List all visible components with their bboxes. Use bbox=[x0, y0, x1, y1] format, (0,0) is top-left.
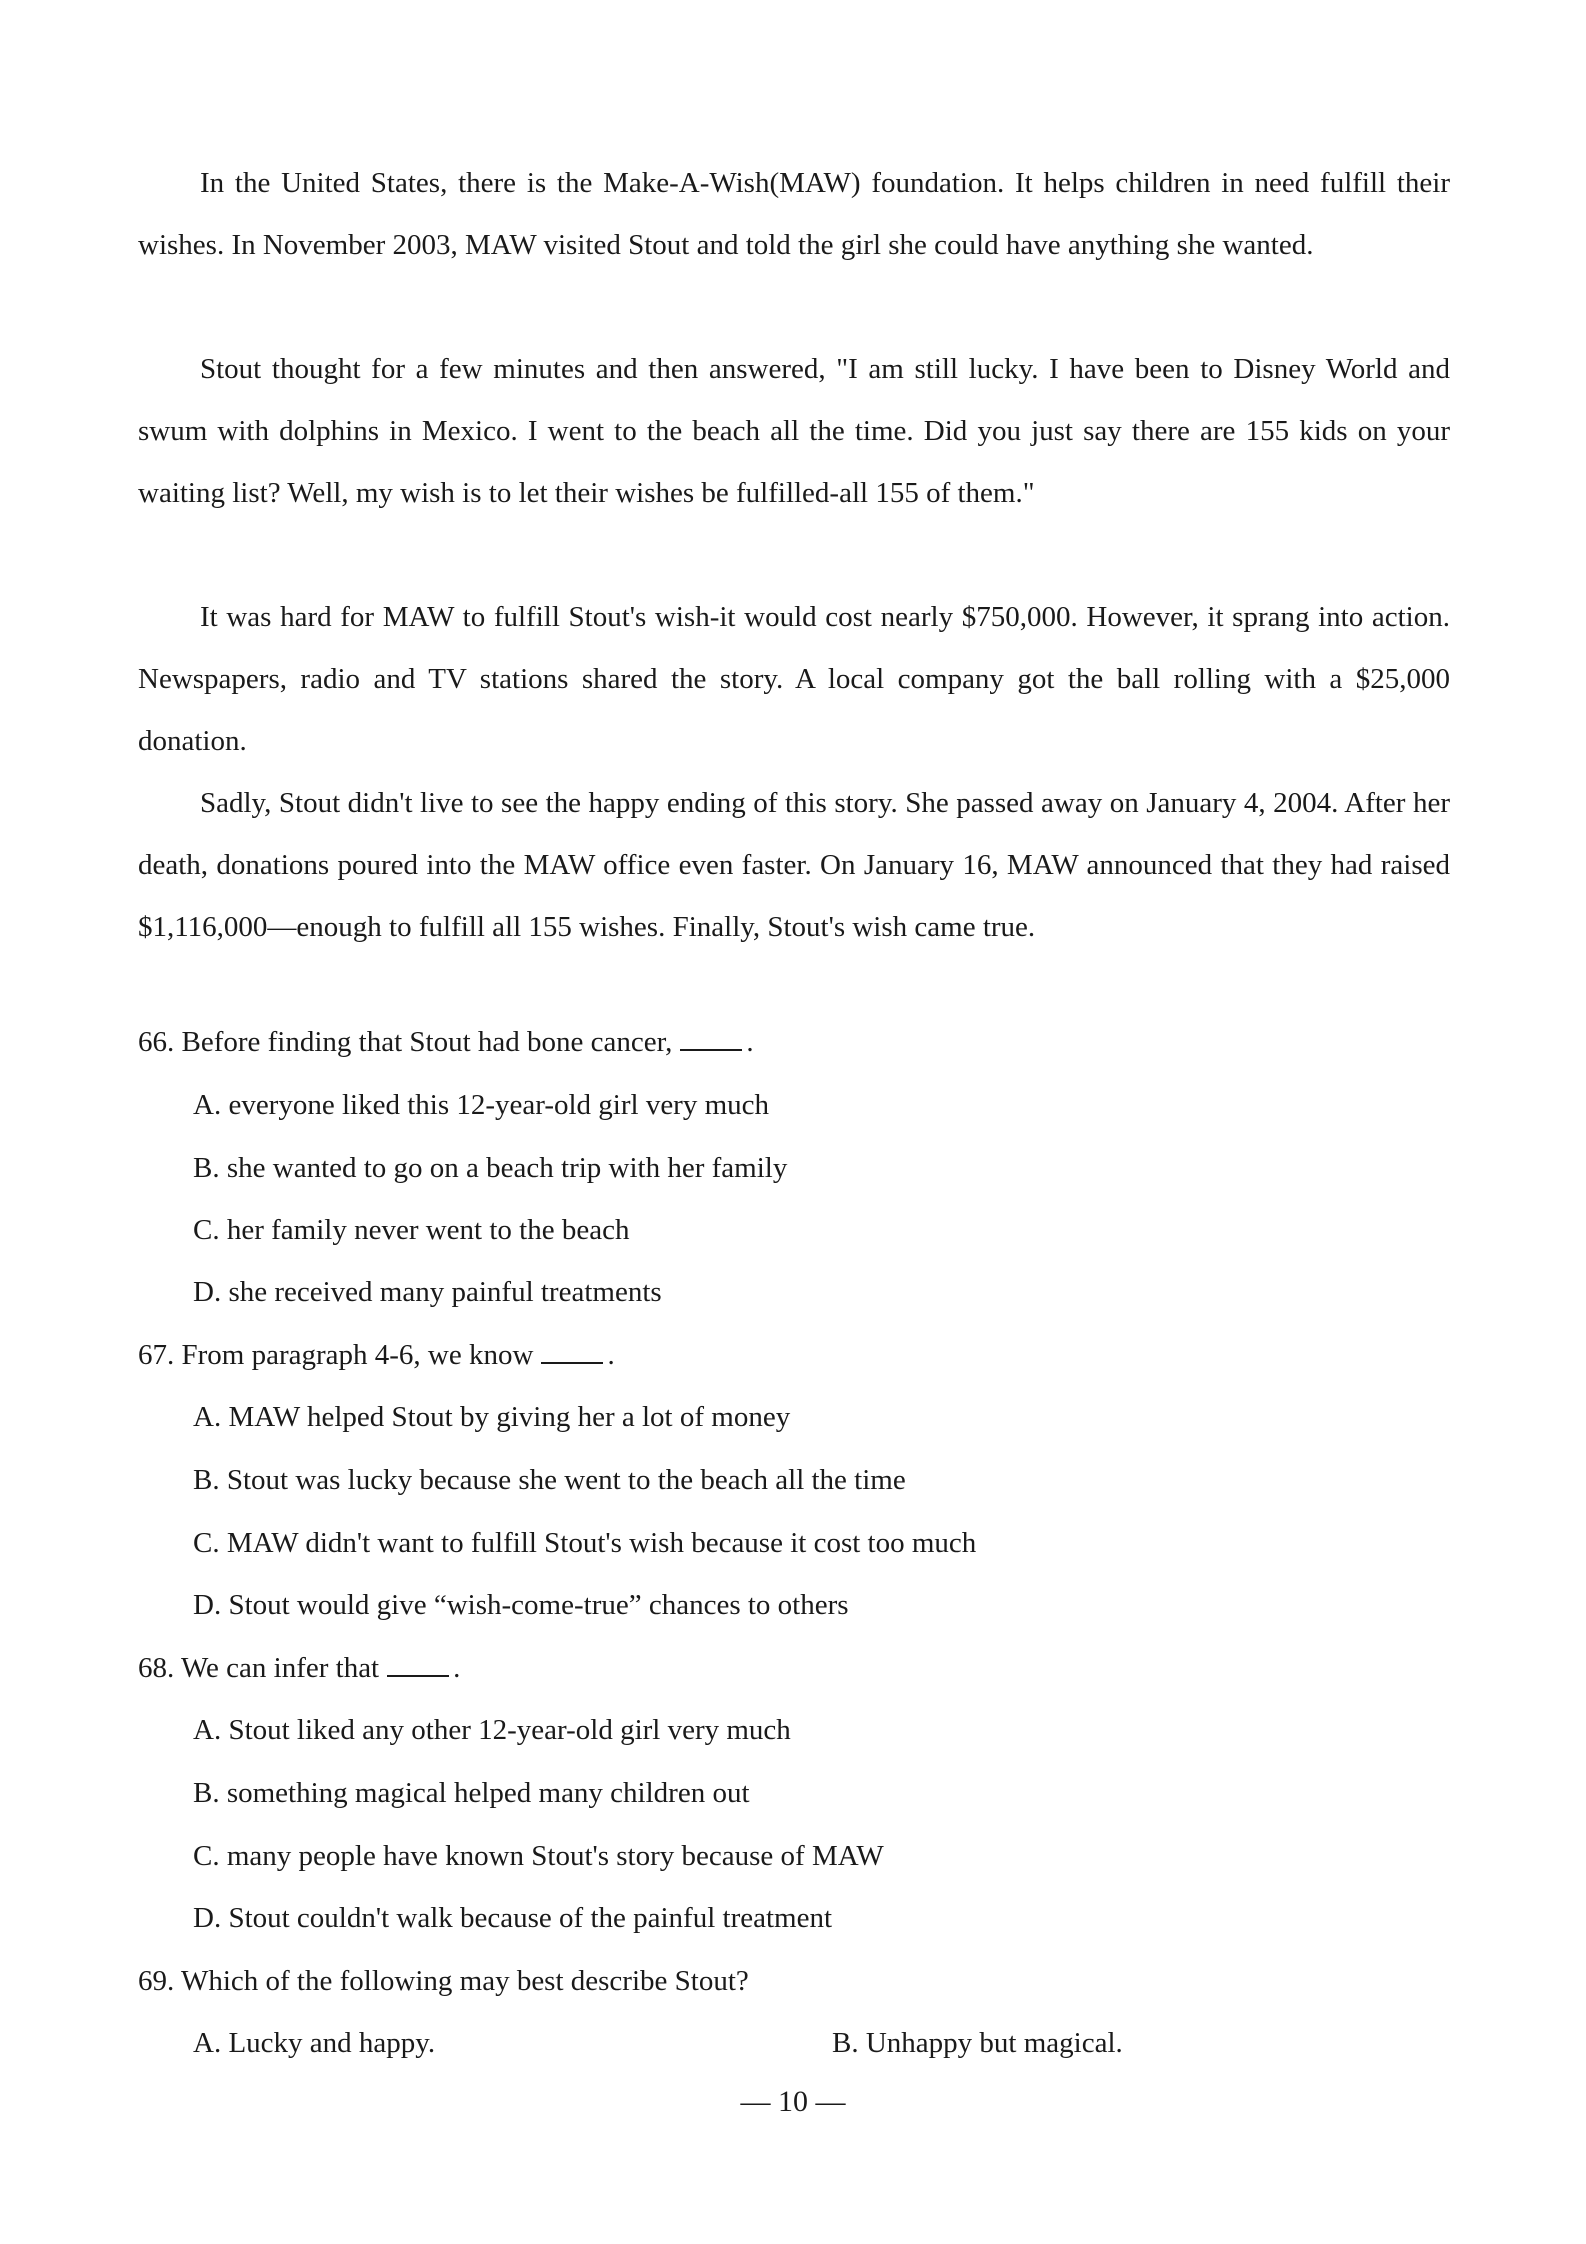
passage-paragraph-4 bbox=[138, 772, 1450, 958]
question-stem: 66. Before finding that Stout had bone cancer, bbox=[138, 1026, 673, 1058]
question-67-option-b: B. Stout was lucky because she went to the beach all the time bbox=[193, 1464, 906, 1496]
question-stem: 68. We can infer that bbox=[138, 1652, 380, 1684]
page-number: — 10 — bbox=[740, 2085, 846, 2118]
question-67-option-d: D. Stout would give “wish-come-true” chances to others bbox=[193, 1589, 849, 1621]
paragraph-text: In the United States, there is the Make-A-Wish(MAW) foundation. It helps children in need fulfill their wishes. In November 2003, MAW visited Stout and told the girl she could have anything she wanted. bbox=[138, 167, 1450, 261]
question-69-option-b: B. Unhappy but magical. bbox=[832, 2027, 1123, 2059]
question-end: . bbox=[453, 1652, 461, 1684]
passage-paragraph-2 bbox=[138, 338, 1450, 524]
question-end: . bbox=[746, 1026, 754, 1058]
question-68-option-a: A. Stout liked any other 12-year-old girl very much bbox=[193, 1714, 791, 1746]
question-67-option-a: A. MAW helped Stout by giving her a lot of money bbox=[193, 1401, 791, 1433]
paragraph-text: Stout thought for a few minutes and then answered, "I am still lucky. I have been to Disney World and swum with dolphins in Mexico. I went to the beach all the time. Did you just say there are 155 kids on your waiting list? Well, my wish is to let their wishes be fulfilled-all 155 of them." bbox=[138, 353, 1450, 509]
question-end: . bbox=[607, 1339, 615, 1371]
question-67-option-c: C. MAW didn't want to fulfill Stout's wish because it cost too much bbox=[193, 1527, 977, 1559]
question-68-option-d: D. Stout couldn't walk because of the painful treatment bbox=[193, 1902, 833, 1934]
question-68-option-b: B. something magical helped many children out bbox=[193, 1777, 750, 1809]
question-66-option-c: C. her family never went to the beach bbox=[193, 1214, 630, 1246]
passage-paragraph-3 bbox=[138, 586, 1450, 772]
question-69 bbox=[138, 1961, 749, 2001]
paragraph-text: Sadly, Stout didn't live to see the happy ending of this story. She passed away on January 4, 2004. After her death, donations poured into the MAW office even faster. On January 16, MAW announced that they had raised $1,116,000—enough to fulfill all 155 wishes. Finally, Stout's wish came true. bbox=[138, 787, 1450, 943]
question-68 bbox=[138, 1648, 460, 1688]
question-stem: 69. Which of the following may best describe Stout? bbox=[138, 1965, 749, 1997]
question-67 bbox=[138, 1335, 615, 1375]
answer-blank bbox=[387, 1653, 449, 1677]
passage-paragraph-1 bbox=[138, 152, 1450, 276]
question-66 bbox=[138, 1022, 754, 1062]
answer-blank bbox=[541, 1340, 603, 1364]
question-66-option-a: A. everyone liked this 12-year-old girl very much bbox=[193, 1089, 770, 1121]
question-66-option-d: D. she received many painful treatments bbox=[193, 1276, 662, 1308]
question-stem: 67. From paragraph 4-6, we know bbox=[138, 1339, 534, 1371]
question-69-option-a: A. Lucky and happy. bbox=[193, 2027, 436, 2059]
answer-blank bbox=[680, 1027, 742, 1051]
paragraph-text: It was hard for MAW to fulfill Stout's wish-it would cost nearly $750,000. However, it sprang into action. Newspapers, radio and TV stations shared the story. A local company got the ball rolling with a $25,000 donation. bbox=[138, 601, 1450, 757]
question-68-option-c: C. many people have known Stout's story because of MAW bbox=[193, 1840, 884, 1872]
question-66-option-b: B. she wanted to go on a beach trip with her family bbox=[193, 1152, 788, 1184]
